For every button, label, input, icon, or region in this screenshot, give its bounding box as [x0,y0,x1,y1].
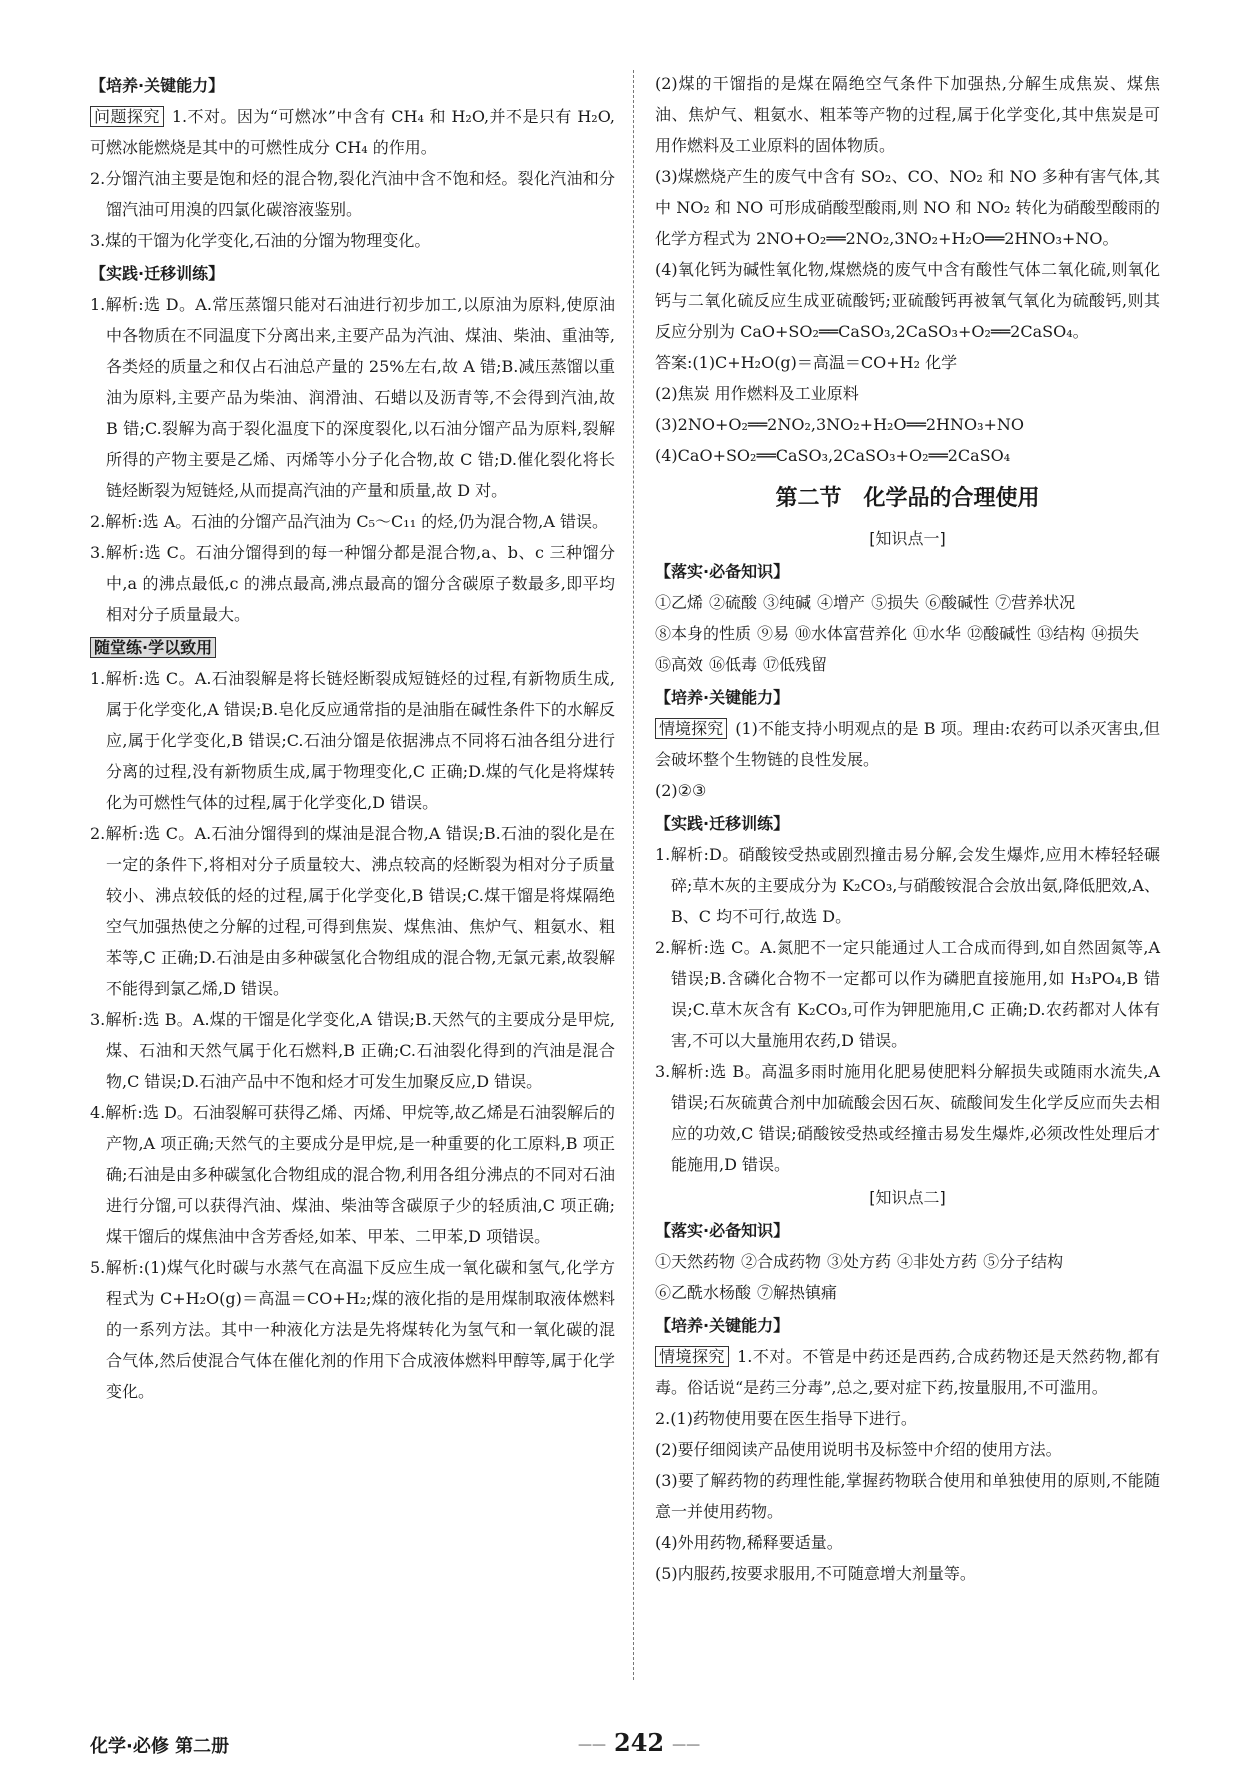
answer-paragraph: 1.解析:选 D。A.常压蒸馏只能对石油进行初步加工,以原油为原料,使原油中各物质在不同温度下分离出来,主要产品为汽油、煤油、柴油、重油等,各类烃的质量之和仅占石油总产量的 25%左右,故 A 错;B.减压蒸馏以重油为原料,主要产品为柴油、润滑油、石蜡以及沥青等,不会得到汽油,故 B 错;C.裂解为高于裂化温度下的深度裂化,以石油分馏产品为原料,裂解所得的产物主要是乙烯、丙烯等小分子化合物,故 C 错;D.催化裂化将长链烃断裂为短链烃,从而提高汽油的产量和质量,故 D 对。 [90,295,615,500]
answer-line: (2)②③ [655,781,707,800]
knowledge-point-heading: [知识点一] [869,529,946,548]
answer-item: ④非处方药 [897,1252,978,1271]
answer-item: ⑪水华 [913,624,962,643]
answer-list-2 [655,1246,1160,1308]
answer-paragraph: 3.解析:选 B。A.煤的干馏是化学变化,A 错误;B.天然气的主要成分是甲烷,煤、石油和天然气属于化石燃料,B 正确;C.石油裂化得到的汽油是混合物,C 错误;D.石油产品中不饱和烃才可发生加聚反应,D 错误。 [90,1010,615,1091]
answer-paragraph: 3.解析:选 C。石油分馏得到的每一种馏分都是混合物,a、b、c 三种馏分中,a 的沸点最低,c 的沸点最高,沸点最高的馏分含碳原子数最多,即平均相对分子质量最大。 [90,543,615,624]
section-heading: 【培养·关键能力】 [655,1316,790,1335]
answer-paragraph: 5.解析:(1)煤气化时碳与水蒸气在高温下反应生成一氧化碳和氢气,化学方程式为 C+H₂O(g)＝高温＝CO+H₂;煤的液化指的是用煤制取液体燃料的一系列方法。其中一种液化方法是先将煤转化为氢气和一氧化碳的混合气体,然后使混合气体在催化剂的作用下合成液体燃料甲醇等,属于化学变化。 [90,1258,615,1401]
chapter-title: 第二节 化学品的合理使用 [775,486,1040,511]
answer-paragraph: 2.解析:选 C。A.石油分馏得到的煤油是混合物,A 错误;B.石油的裂化是在一定的条件下,将相对分子质量较大、沸点较高的烃断裂为相对分子质量较小、沸点较低的烃的过程,属于化学变化,B 错误;C.煤干馏是将煤隔绝空气加强热使之分解的过程,可得到焦炭、煤焦油、焦炉气、粗氨水、粗苯等,C 正确;D.石油是由多种碳氢化合物组成的混合物,无氯元素,故裂解不能得到氯乙烯,D 错误。 [90,824,615,998]
answer-paragraph: (2)煤的干馏指的是煤在隔绝空气条件下加强热,分解生成焦炭、煤焦油、焦炉气、粗氨水、粗苯等产物的过程,属于化学变化,其中焦炭是可用作燃料及工业原料的固体物质。 [655,74,1160,155]
answer-line: 2.(1)药物使用要在医生指导下进行。 [655,1409,917,1428]
answer-item: ⑬结构 [1037,624,1086,643]
answer-text: 1.不对。不管是中药还是西药,合成药物还是天然药物,都有毒。俗话说“是药三分毒”,总之,要对症下药,按量服用,不可滥用。 [655,1347,1160,1397]
page-footer [90,1728,1160,1764]
answer-item: ⑯低毒 [709,655,758,674]
knowledge-point-heading: [知识点二] [869,1188,946,1207]
answer-item: ⑥乙酰水杨酸 [655,1283,752,1302]
answer-paragraph: 3.煤的干馏为化学变化,石油的分馏为物理变化。 [90,231,431,250]
answer-paragraph: (4)氧化钙为碱性氧化物,煤燃烧的废气中含有酸性气体二氧化硫,则氧化钙与二氧化硫反应生成亚硫酸钙;亚硫酸钙再被氧气氧化为硫酸钙,则其反应分别为 CaO+SO₂══CaSO₃,2CaSO₃+O₂══2CaSO₄。 [655,260,1160,341]
answer-item: ③纯碱 [763,593,812,612]
answer-item: ⑥酸碱性 [925,593,990,612]
section-tag: 情境探究 [655,1346,729,1367]
answer-item: ⑦解热镇痛 [757,1283,838,1302]
section-tag: 问题探究 [90,106,164,127]
section-heading: 【实践·迁移训练】 [655,814,790,833]
answer-item: ②合成药物 [741,1252,822,1271]
answer-paragraph [655,1341,1160,1403]
answer-line: (2)焦炭 用作燃料及工业原料 [655,384,859,403]
answer-text: 1.不对。因为“可燃冰”中含有 CH₄ 和 H₂O,并不是只有 H₂O,可燃冰能燃烧是其中的可燃性成分 CH₄ 的作用。 [90,107,615,157]
section-heading [90,632,615,663]
answer-item: ⑰低残留 [763,655,828,674]
answer-paragraph: 3.解析:选 B。高温多雨时施用化肥易使肥料分解损失或随雨水流失,A 错误;石灰硫黄合剂中加硫酸会因石灰、硫酸间发生化学反应而失去相应的功效,C 错误;硝酸铵受热或经撞击易发生爆炸,必须改性处理后才能施用,D 错误。 [655,1062,1160,1174]
answer-item: ①乙烯 [655,593,704,612]
answer-paragraph [90,101,615,163]
answer-list-1 [655,587,1160,680]
answer-paragraph: 2.解析:选 C。A.氮肥不一定只能通过人工合成而得到,如自然固氮等,A 错误;B.含磷化合物不一定都可以作为磷肥直接施用,如 H₃PO₄,B 错误;C.草木灰含有 K₂CO₃,可作为钾肥施用,C 正确;D.农药都对人体有害,不可以大量施用农药,D 错误。 [655,938,1160,1050]
answer-line: (4)外用药物,稀释要适量。 [655,1533,843,1552]
answer-item: ⑦营养状况 [995,593,1076,612]
section-heading: 【落实·必备知识】 [655,562,790,581]
answer-item: ④增产 [817,593,866,612]
answer-paragraph: 1.解析:选 C。A.石油裂解是将长链烃断裂成短链烃的过程,有新物质生成,属于化学变化,A 错误;B.皂化反应通常指的是油脂在碱性条件下的水解反应,属于化学变化,B 错误;C.石油分馏是依据沸点不同将石油各组分进行分离的过程,没有新物质生成,属于物理变化,C 正确;D.煤的气化是将煤转化为可燃性气体的过程,属于化学变化,D 错误。 [90,669,615,812]
answer-item: ⑮高效 [655,655,704,674]
left-column [90,68,615,1407]
section-heading: 【落实·必备知识】 [655,1221,790,1240]
answer-item: ⑫酸碱性 [967,624,1032,643]
answer-paragraph: 4.解析:选 D。石油裂解可获得乙烯、丙烯、甲烷等,故乙烯是石油裂解后的产物,A 项正确;天然气的主要成分是甲烷,是一种重要的化工原料,B 项正确;石油是由多种碳氢化合物组成的混合物,利用各组分沸点的不同对石油进行分馏,可以获得汽油、煤油、柴油等含碳原子少的轻质油,C 项正确;煤干馏后的煤焦油中含芳香烃,如苯、甲苯、二甲苯,D 项错误。 [90,1103,615,1246]
column-divider [633,70,634,1680]
book-title: 化学·必修 第二册 [90,1736,230,1757]
answer-text: (1)不能支持小明观点的是 B 项。理由:农药可以杀灭害虫,但会破坏整个生物链的良性发展。 [655,719,1160,769]
answer-paragraph [655,713,1160,775]
answer-item: ⑧本身的性质 [655,624,752,643]
answer-paragraph: 2.分馏汽油主要是饱和烃的混合物,裂化汽油中含不饱和烃。裂化汽油和分馏汽油可用溴的四氯化碳溶液鉴别。 [90,169,615,219]
answer-item: ⑩水体富营养化 [795,624,908,643]
answer-line: (3)2NO+O₂══2NO₂,3NO₂+H₂O══2HNO₃+NO [655,415,1025,434]
answer-item: ②硫酸 [709,593,758,612]
answer-line: (3)要了解药物的药理性能,掌握药物联合使用和单独使用的原则,不能随意一并使用药物。 [655,1471,1160,1521]
answer-paragraph: 2.解析:选 A。石油的分馏产品汽油为 C₅～C₁₁ 的烃,仍为混合物,A 错误。 [90,512,609,531]
answer-item: ⑨易 [757,624,790,643]
section-heading: 【实践·迁移训练】 [90,264,225,283]
answer-line: (4)CaO+SO₂══CaSO₃,2CaSO₃+O₂══2CaSO₄ [655,446,1011,465]
answer-line: (5)内服药,按要求服用,不可随意增大剂量等。 [655,1564,976,1583]
right-column [655,68,1160,1589]
section-heading: 【培养·关键能力】 [655,688,790,707]
page-number: —— 242 —— [570,1728,708,1757]
answer-paragraph: 1.解析:D。硝酸铵受热或剧烈撞击易分解,会发生爆炸,应用木棒轻轻碾碎;草木灰的主要成分为 K₂CO₃,与硝酸铵混合会放出氨,降低肥效,A、B、C 均不可行,故选 D。 [655,845,1160,926]
answer-item: ⑤分子结构 [983,1252,1064,1271]
answer-item: ①天然药物 [655,1252,736,1271]
answer-paragraph: (3)煤燃烧产生的废气中含有 SO₂、CO、NO₂ 和 NO 多种有害气体,其中 NO₂ 和 NO 可形成硝酸型酸雨,则 NO 和 NO₂ 转化为硝酸型酸雨的化学方程式为 2NO+O₂══2NO₂,3NO₂+H₂O══2HNO₃+NO。 [655,167,1160,248]
answer-line: (2)要仔细阅读产品使用说明书及标签中介绍的使用方法。 [655,1440,1062,1459]
section-tag: 情境探究 [655,718,727,739]
section-tag: 随堂练·学以致用 [90,637,216,658]
answer-item: ③处方药 [827,1252,892,1271]
answer-item: ⑤损失 [871,593,920,612]
answer-item: ⑭损失 [1091,624,1140,643]
answer-line: 答案:(1)C+H₂O(g)＝高温＝CO+H₂ 化学 [655,353,958,372]
section-heading: 【培养·关键能力】 [90,76,225,95]
